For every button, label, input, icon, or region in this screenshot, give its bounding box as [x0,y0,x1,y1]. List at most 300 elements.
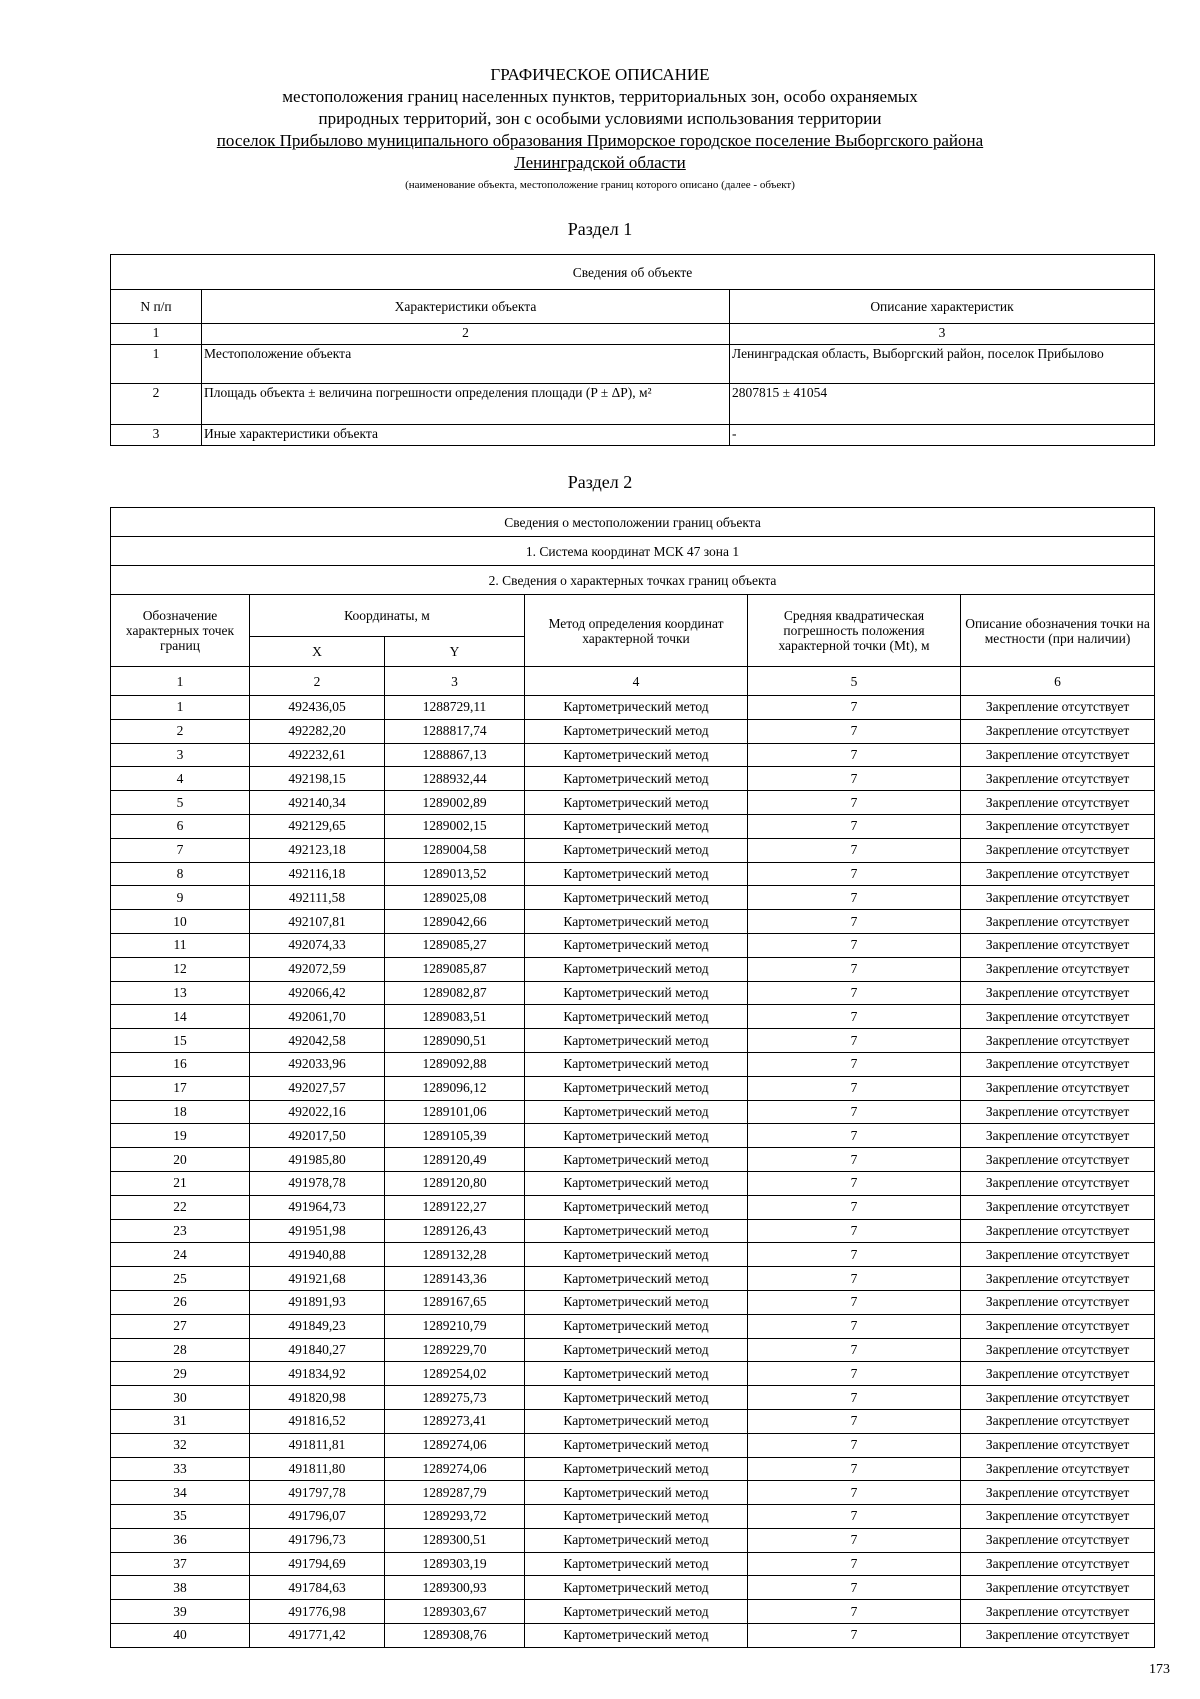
coordinate-y: 1289083,51 [385,1005,525,1029]
point-description: Закрепление отсутствует [961,1243,1155,1267]
col-number: 1 [111,324,202,345]
coordinate-y: 1289303,67 [385,1600,525,1624]
error-value: 7 [748,957,961,981]
col-header-error: Средняя квадратическая погрешность положения характерной точки (Mt), м [748,595,961,667]
table-row [111,1505,1155,1529]
point-description: Закрепление отсутствует [961,1338,1155,1362]
error-value: 7 [748,1005,961,1029]
table-row [111,1100,1155,1124]
characteristic-value: Ленинградская область, Выборгский район, поселок Прибылово [730,345,1155,384]
coordinate-y: 1289122,27 [385,1195,525,1219]
coordinate-x: 492072,59 [250,957,385,981]
point-number: 25 [111,1267,250,1291]
coordinate-y: 1289303,19 [385,1552,525,1576]
coordinate-x: 491796,07 [250,1505,385,1529]
table-row [111,1052,1155,1076]
method: Картометрический метод [525,1386,748,1410]
point-number: 1 [111,696,250,720]
point-description: Закрепление отсутствует [961,1076,1155,1100]
characteristic-name: Местоположение объекта [202,345,730,384]
coordinate-x: 492282,20 [250,719,385,743]
point-number: 11 [111,933,250,957]
coordinate-x: 492129,65 [250,814,385,838]
point-description: Закрепление отсутствует [961,743,1155,767]
point-number: 19 [111,1124,250,1148]
col-header-method: Метод определения координат характерной точки [525,595,748,667]
point-description: Закрепление отсутствует [961,1219,1155,1243]
coordinate-x: 491940,88 [250,1243,385,1267]
method: Картометрический метод [525,1314,748,1338]
coordinate-x: 492042,58 [250,1029,385,1053]
table-row [111,1029,1155,1053]
coordinate-y: 1289126,43 [385,1219,525,1243]
coordinate-y: 1289120,80 [385,1171,525,1195]
point-description: Закрепление отсутствует [961,767,1155,791]
point-number: 6 [111,814,250,838]
coordinate-y: 1289132,28 [385,1243,525,1267]
object-name [0,130,1200,174]
coordinate-y: 1289274,06 [385,1457,525,1481]
document-header [0,64,1200,193]
method: Картометрический метод [525,886,748,910]
method: Картометрический метод [525,1267,748,1291]
table-row [111,384,1155,425]
point-description: Закрепление отсутствует [961,1433,1155,1457]
point-description: Закрепление отсутствует [961,814,1155,838]
point-number: 2 [111,719,250,743]
coordinate-x: 491891,93 [250,1290,385,1314]
coordinate-y: 1289300,51 [385,1528,525,1552]
coordinate-y: 1289275,73 [385,1386,525,1410]
table-row [111,1481,1155,1505]
coordinate-x: 492027,57 [250,1076,385,1100]
object-name-note: (наименование объекта, местоположение границ которого описано (далее - объект) [405,179,795,191]
table-row [111,425,1155,446]
error-value: 7 [748,862,961,886]
point-number: 24 [111,1243,250,1267]
method: Картометрический метод [525,981,748,1005]
method: Картометрический метод [525,719,748,743]
method: Картометрический метод [525,1029,748,1053]
coordinate-x: 492140,34 [250,791,385,815]
point-description: Закрепление отсутствует [961,1481,1155,1505]
coordinate-x: 491951,98 [250,1219,385,1243]
coordinate-y: 1289210,79 [385,1314,525,1338]
table-row [111,933,1155,957]
method: Картометрический метод [525,1124,748,1148]
point-description: Закрепление отсутствует [961,1029,1155,1053]
method: Картометрический метод [525,1552,748,1576]
point-description: Закрепление отсутствует [961,1124,1155,1148]
table-row [111,1243,1155,1267]
coordinate-x: 492107,81 [250,910,385,934]
point-description: Закрепление отсутствует [961,1457,1155,1481]
coordinate-y: 1289167,65 [385,1290,525,1314]
point-description: Закрепление отсутствует [961,1386,1155,1410]
table-row [111,696,1155,720]
point-description: Закрепление отсутствует [961,1052,1155,1076]
col-header-description: Описание обозначения точки на местности (при наличии) [961,595,1155,667]
coordinate-y: 1289004,58 [385,838,525,862]
method: Картометрический метод [525,1457,748,1481]
point-description: Закрепление отсутствует [961,862,1155,886]
col-number: 3 [385,667,525,696]
point-description: Закрепление отсутствует [961,719,1155,743]
error-value: 7 [748,1076,961,1100]
error-value: 7 [748,910,961,934]
method: Картометрический метод [525,1100,748,1124]
point-description: Закрепление отсутствует [961,1267,1155,1291]
col-number: 4 [525,667,748,696]
coordinate-x: 492074,33 [250,933,385,957]
characteristic-name: Площадь объекта ± величина погрешности определения площади (P ± ΔP), м² [202,384,730,425]
point-number: 5 [111,791,250,815]
point-description: Закрепление отсутствует [961,1552,1155,1576]
coordinate-y: 1289308,76 [385,1624,525,1648]
method: Картометрический метод [525,1243,748,1267]
page-number: 173 [1149,1662,1170,1677]
coordinate-x: 491840,27 [250,1338,385,1362]
point-description: Закрепление отсутствует [961,1600,1155,1624]
method: Картометрический метод [525,862,748,886]
table-row [111,1338,1155,1362]
coordinate-x: 491816,52 [250,1409,385,1433]
method: Картометрический метод [525,957,748,981]
coordinate-x: 491834,92 [250,1362,385,1386]
error-value: 7 [748,814,961,838]
table-row [111,981,1155,1005]
object-info-table [110,254,1155,446]
method: Картометрический метод [525,1409,748,1433]
method: Картометрический метод [525,933,748,957]
method: Картометрический метод [525,1362,748,1386]
table-row [111,886,1155,910]
point-description: Закрепление отсутствует [961,1314,1155,1338]
table-row [111,1386,1155,1410]
point-number: 17 [111,1076,250,1100]
error-value: 7 [748,743,961,767]
method: Картометрический метод [525,1052,748,1076]
point-description: Закрепление отсутствует [961,1195,1155,1219]
method: Картометрический метод [525,1624,748,1648]
point-description: Закрепление отсутствует [961,1624,1155,1648]
method: Картометрический метод [525,1219,748,1243]
table-row [111,838,1155,862]
error-value: 7 [748,719,961,743]
point-number: 9 [111,886,250,910]
coordinate-x: 492198,15 [250,767,385,791]
col-number: 2 [202,324,730,345]
coordinate-x: 491794,69 [250,1552,385,1576]
error-value: 7 [748,1457,961,1481]
point-number: 4 [111,767,250,791]
col-number: 5 [748,667,961,696]
point-number: 18 [111,1100,250,1124]
point-description: Закрепление отсутствует [961,910,1155,934]
error-value: 7 [748,1528,961,1552]
object-name-line1: поселок Прибылово муниципального образования Приморское городское поселение Выборгского района [216,131,984,150]
coordinate-y: 1289002,15 [385,814,525,838]
point-number: 3 [111,743,250,767]
error-value: 7 [748,1195,961,1219]
table-row [111,1267,1155,1291]
method: Картометрический метод [525,791,748,815]
col-number: 6 [961,667,1155,696]
table-row [111,957,1155,981]
error-value: 7 [748,696,961,720]
col-header-x: X [250,637,385,667]
table-row [111,1576,1155,1600]
coordinate-x: 492111,58 [250,886,385,910]
point-number: 10 [111,910,250,934]
section2-title: Раздел 2 [567,472,633,492]
error-value: 7 [748,933,961,957]
method: Картометрический метод [525,1600,748,1624]
table-row [111,1171,1155,1195]
coordinate-x: 491811,81 [250,1433,385,1457]
table-row [111,767,1155,791]
point-number: 14 [111,1005,250,1029]
col-number: 3 [730,324,1155,345]
table-row [111,1148,1155,1172]
col-header-coordinates: Координаты, м [250,595,525,637]
document-title: ГРАФИЧЕСКОЕ ОПИСАНИЕ [490,65,710,84]
method: Картометрический метод [525,1433,748,1457]
error-value: 7 [748,838,961,862]
characteristic-value: 2807815 ± 41054 [730,384,1155,425]
coordinate-x: 492017,50 [250,1124,385,1148]
col-header-characteristic: Характеристики объекта [202,290,730,324]
method: Картометрический метод [525,696,748,720]
coordinate-y: 1289229,70 [385,1338,525,1362]
method: Картометрический метод [525,1076,748,1100]
coordinate-x: 492116,18 [250,862,385,886]
method: Картометрический метод [525,1528,748,1552]
error-value: 7 [748,981,961,1005]
coordinate-y: 1288817,74 [385,719,525,743]
point-number: 8 [111,862,250,886]
error-value: 7 [748,1219,961,1243]
error-value: 7 [748,1505,961,1529]
coordinate-x: 491978,78 [250,1171,385,1195]
point-number: 22 [111,1195,250,1219]
point-number: 15 [111,1029,250,1053]
table-row [111,1124,1155,1148]
table-row [111,1076,1155,1100]
point-description: Закрепление отсутствует [961,1005,1155,1029]
table-row [111,1005,1155,1029]
point-number: 40 [111,1624,250,1648]
point-description: Закрепление отсутствует [961,838,1155,862]
coordinate-x: 491849,23 [250,1314,385,1338]
error-value: 7 [748,1576,961,1600]
coordinate-x: 492436,05 [250,696,385,720]
table-row [111,1409,1155,1433]
row-number: 2 [111,384,202,425]
coordinate-y: 1289143,36 [385,1267,525,1291]
error-value: 7 [748,1481,961,1505]
error-value: 7 [748,1243,961,1267]
table-row [111,1457,1155,1481]
error-value: 7 [748,1100,961,1124]
table-row [111,862,1155,886]
method: Картометрический метод [525,838,748,862]
point-description: Закрепление отсутствует [961,981,1155,1005]
method: Картометрический метод [525,743,748,767]
document-subtitle-line2: природных территорий, зон с особыми условиями использования территории [318,109,882,128]
characteristic-name: Иные характеристики объекта [202,425,730,446]
boundary-points-table [110,507,1155,1648]
row-number: 1 [111,345,202,384]
point-description: Закрепление отсутствует [961,957,1155,981]
point-description: Закрепление отсутствует [961,1409,1155,1433]
method: Картометрический метод [525,1338,748,1362]
coordinate-y: 1289085,87 [385,957,525,981]
point-number: 39 [111,1600,250,1624]
point-number: 28 [111,1338,250,1362]
table-row [111,1600,1155,1624]
method: Картометрический метод [525,1505,748,1529]
coordinate-y: 1288729,11 [385,696,525,720]
coordinate-x: 491964,73 [250,1195,385,1219]
point-number: 36 [111,1528,250,1552]
error-value: 7 [748,1314,961,1338]
coordinate-y: 1289300,93 [385,1576,525,1600]
coordinate-x: 491797,78 [250,1481,385,1505]
method: Картометрический метод [525,1005,748,1029]
table-row [111,719,1155,743]
table-row [111,1552,1155,1576]
coordinate-x: 491811,80 [250,1457,385,1481]
table-row [111,1314,1155,1338]
point-number: 33 [111,1457,250,1481]
error-value: 7 [748,1338,961,1362]
coordinate-x: 492061,70 [250,1005,385,1029]
coordinate-x: 491921,68 [250,1267,385,1291]
error-value: 7 [748,791,961,815]
point-number: 29 [111,1362,250,1386]
col-header-description: Описание характеристик [730,290,1155,324]
point-number: 30 [111,1386,250,1410]
coordinate-x: 491796,73 [250,1528,385,1552]
coordinate-x: 492123,18 [250,838,385,862]
coordinate-y: 1288867,13 [385,743,525,767]
table-row [111,1528,1155,1552]
coordinate-y: 1289082,87 [385,981,525,1005]
coordinate-y: 1288932,44 [385,767,525,791]
point-number: 23 [111,1219,250,1243]
table-row [111,1433,1155,1457]
boundary-table-title: Сведения о местоположении границ объекта [111,508,1155,537]
coordinate-y: 1289101,06 [385,1100,525,1124]
point-description: Закрепление отсутствует [961,1362,1155,1386]
point-number: 21 [111,1171,250,1195]
table-row [111,345,1155,384]
method: Картометрический метод [525,1171,748,1195]
coordinate-y: 1289025,08 [385,886,525,910]
method: Картометрический метод [525,1576,748,1600]
point-number: 32 [111,1433,250,1457]
points-section-title: 2. Сведения о характерных точках границ объекта [111,566,1155,595]
table-row [111,1195,1155,1219]
error-value: 7 [748,1386,961,1410]
error-value: 7 [748,1052,961,1076]
point-description: Закрепление отсутствует [961,696,1155,720]
coordinate-y: 1289274,06 [385,1433,525,1457]
method: Картометрический метод [525,910,748,934]
point-number: 31 [111,1409,250,1433]
error-value: 7 [748,1290,961,1314]
method: Картометрический метод [525,814,748,838]
coordinate-y: 1289092,88 [385,1052,525,1076]
table-row [111,814,1155,838]
coordinate-x: 492232,61 [250,743,385,767]
error-value: 7 [748,1362,961,1386]
col-header-point: Обозначение характерных точек границ [111,595,250,667]
point-description: Закрепление отсутствует [961,1528,1155,1552]
table-row [111,1219,1155,1243]
error-value: 7 [748,1148,961,1172]
coordinate-y: 1289042,66 [385,910,525,934]
point-description: Закрепление отсутствует [961,1148,1155,1172]
error-value: 7 [748,1409,961,1433]
row-number: 3 [111,425,202,446]
table-row [111,1624,1155,1648]
characteristic-value: - [730,425,1155,446]
point-number: 37 [111,1552,250,1576]
point-number: 34 [111,1481,250,1505]
coordinate-x: 492066,42 [250,981,385,1005]
coordinate-y: 1289002,89 [385,791,525,815]
error-value: 7 [748,767,961,791]
col-header-n: N п/п [111,290,202,324]
method: Картометрический метод [525,1481,748,1505]
point-description: Закрепление отсутствует [961,886,1155,910]
coordinate-x: 491771,42 [250,1624,385,1648]
coordinate-x: 491985,80 [250,1148,385,1172]
point-description: Закрепление отсутствует [961,1290,1155,1314]
points-body [111,696,1155,1648]
coordinate-y: 1289105,39 [385,1124,525,1148]
error-value: 7 [748,1433,961,1457]
point-description: Закрепление отсутствует [961,1171,1155,1195]
point-number: 26 [111,1290,250,1314]
table-row [111,791,1155,815]
method: Картометрический метод [525,767,748,791]
coordinate-y: 1289254,02 [385,1362,525,1386]
coordinate-y: 1289090,51 [385,1029,525,1053]
point-number: 38 [111,1576,250,1600]
error-value: 7 [748,886,961,910]
table-row [111,1362,1155,1386]
point-number: 12 [111,957,250,981]
error-value: 7 [748,1552,961,1576]
point-number: 27 [111,1314,250,1338]
error-value: 7 [748,1267,961,1291]
error-value: 7 [748,1124,961,1148]
table-row [111,1290,1155,1314]
method: Картометрический метод [525,1290,748,1314]
point-number: 16 [111,1052,250,1076]
point-description: Закрепление отсутствует [961,1505,1155,1529]
col-header-y: Y [385,637,525,667]
object-name-line2: Ленинградской области [514,153,686,172]
coordinate-y: 1289013,52 [385,862,525,886]
point-number: 7 [111,838,250,862]
coordinate-x: 491784,63 [250,1576,385,1600]
section1-title: Раздел 1 [567,219,633,239]
col-number: 2 [250,667,385,696]
